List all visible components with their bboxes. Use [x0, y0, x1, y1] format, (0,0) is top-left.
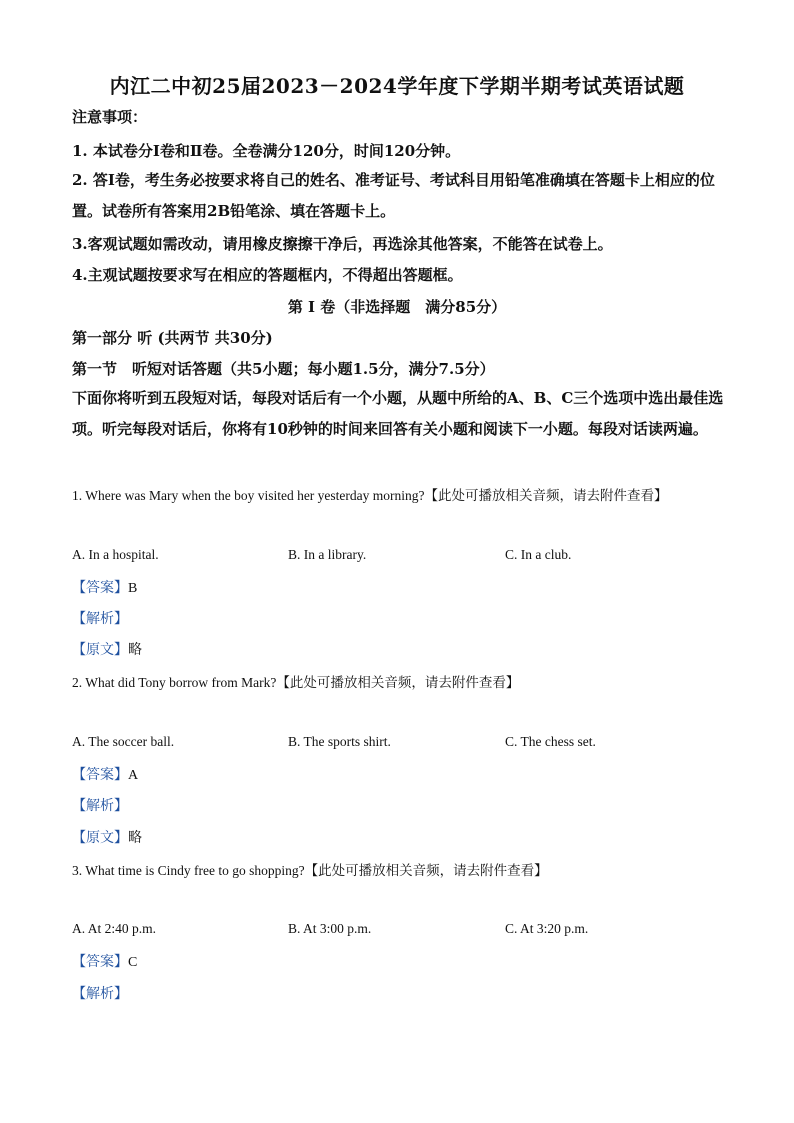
question-2-analysis-label: 【解析】	[72, 798, 128, 814]
question-2-original	[72, 827, 142, 847]
question-1-original	[72, 639, 142, 659]
question-3-stem: 3. What time is Cindy free to go shopping?【此处可播放相关音频，请去附件查看】	[72, 863, 548, 878]
question-2-option-a: A. The soccer ball.	[72, 734, 175, 749]
question-2-option-c: C. The chess set.	[505, 734, 596, 749]
answer-label: 【答案】	[72, 580, 128, 596]
volume-title: 第 Ⅰ 卷（非选择题 满分85分）	[287, 298, 507, 316]
question-1-analysis-label: 【解析】	[72, 611, 128, 627]
part-title: 第一部分 听 (共两节 共30分)	[72, 329, 273, 347]
original-value: 略	[128, 642, 142, 658]
notice-item-4: 4.主观试题按要求写在相应的答题框内，不得超出答题框。	[72, 266, 463, 284]
question-2-stem: 2. What did Tony borrow from Mark?【此处可播放相关音频，请去附件查看】	[72, 675, 520, 690]
answer-value: B	[128, 581, 138, 596]
section-title: 第一节 听短对话答题（共5小题；每小题1.5分，满分7.5分）	[72, 360, 495, 378]
question-2-answer	[72, 764, 138, 784]
notice-item-2: 2. 答Ⅰ卷，考生务必按要求将自己的姓名、准考证号、考试科目用铅笔准确填在答题卡上相应的位置。试卷所有答案用2B铅笔涂、填在答题卡上。	[72, 171, 715, 220]
notice-item-3: 3.客观试题如需改动，请用橡皮擦擦干净后，再选涂其他答案，不能答在试卷上。	[72, 235, 613, 253]
question-1-stem: 1. Where was Mary when the boy visited her yesterday morning?【此处可播放相关音频，请去附件查看】	[72, 488, 668, 503]
question-3-option-a: A. At 2:40 p.m.	[72, 921, 157, 936]
question-1-answer	[72, 577, 137, 597]
question-1-option-b: B. In a library.	[288, 547, 367, 562]
question-3-option-b: B. At 3:00 p.m.	[288, 921, 372, 936]
question-1-option-c: C. In a club.	[505, 547, 572, 562]
section-instructions: 下面你将听到五段短对话，每段对话后有一个小题，从题中所给的A、B、C三个选项中选出最佳选项。听完每段对话后，你将有10秒钟的时间来回答有关小题和阅读下一小题。每段对话读两遍。	[72, 389, 724, 438]
answer-value: A	[128, 768, 139, 783]
original-label: 【原文】	[72, 642, 128, 658]
answer-value: C	[128, 955, 138, 970]
original-value: 略	[128, 830, 142, 846]
notice-heading: 注意事项：	[72, 108, 148, 126]
original-label: 【原文】	[72, 830, 128, 846]
question-3-answer	[72, 951, 137, 971]
question-1-option-a: A. In a hospital.	[72, 547, 159, 562]
notice-item-1: 1. 本试卷分Ⅰ卷和Ⅱ卷。全卷满分120分，时间120分钟。	[72, 142, 461, 160]
answer-label: 【答案】	[72, 767, 128, 783]
exam-title: 内江二中初25届2023－2024学年度下学期半期考试英语试题	[109, 74, 685, 98]
question-3-analysis-label: 【解析】	[72, 986, 128, 1002]
question-2-option-b: B. The sports shirt.	[288, 734, 391, 749]
answer-label: 【答案】	[72, 954, 128, 970]
question-3-option-c: C. At 3:20 p.m.	[505, 921, 589, 936]
